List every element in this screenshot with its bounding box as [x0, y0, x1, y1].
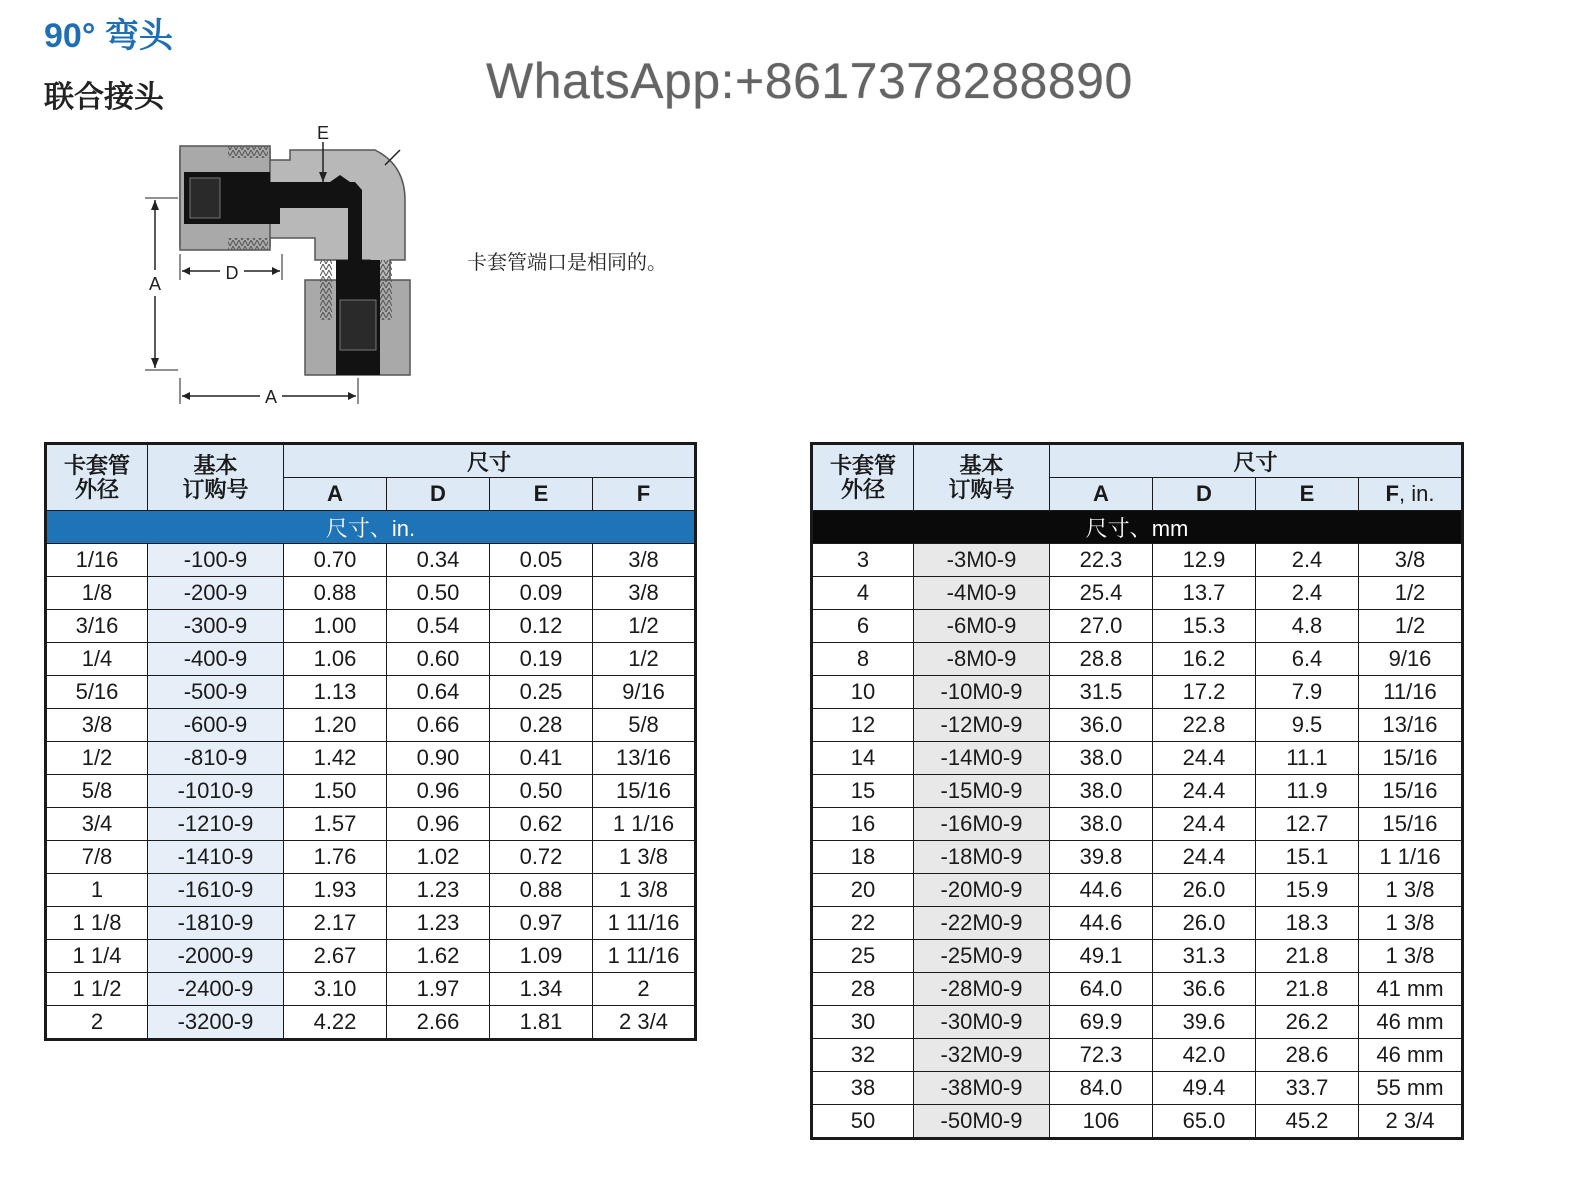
cell-dim-d: 65.0: [1153, 1105, 1256, 1139]
cell-dim-d: 0.96: [387, 808, 490, 841]
col-header-f: F: [593, 478, 696, 511]
cell-tube-od: 1/8: [46, 577, 148, 610]
cell-order-number: -400-9: [148, 643, 284, 676]
cell-dim-f: 46 mm: [1359, 1006, 1463, 1039]
cell-dim-a: 1.76: [284, 841, 387, 874]
cell-dim-e: 2.4: [1256, 577, 1359, 610]
dim-d-arrow-right: [272, 267, 280, 275]
cell-dim-d: 24.4: [1153, 775, 1256, 808]
cell-tube-od: 18: [812, 841, 914, 874]
watermark-text: WhatsApp:+8617378288890: [486, 53, 1133, 109]
cell-dim-d: 26.0: [1153, 874, 1256, 907]
cell-dim-d: 15.3: [1153, 610, 1256, 643]
cell-order-number: -18M0-9: [914, 841, 1050, 874]
table-row: [812, 1072, 1463, 1105]
table-row: [812, 676, 1463, 709]
cell-dim-a: 2.67: [284, 940, 387, 973]
cell-dim-a: 1.20: [284, 709, 387, 742]
col-header-f-letter: F: [1385, 481, 1399, 506]
col-header-f-in: [1359, 478, 1463, 511]
col-header-d: D: [1153, 478, 1256, 511]
table-row: [812, 610, 1463, 643]
cell-dim-e: 26.2: [1256, 1006, 1359, 1039]
cell-tube-od: 22: [812, 907, 914, 940]
cell-dim-f: 9/16: [593, 676, 696, 709]
table-row: [812, 808, 1463, 841]
dim-ah-arrow-left: [182, 392, 190, 400]
cell-dim-e: 11.9: [1256, 775, 1359, 808]
cell-dim-e: 0.19: [490, 643, 593, 676]
cell-dim-f: 41 mm: [1359, 973, 1463, 1006]
cell-tube-od: 1/4: [46, 643, 148, 676]
cell-dim-e: 0.72: [490, 841, 593, 874]
cell-order-number: -16M0-9: [914, 808, 1050, 841]
table-row: [812, 907, 1463, 940]
col-header-tube-od: [46, 444, 148, 511]
cell-dim-f: 2: [593, 973, 696, 1006]
cell-tube-od: 16: [812, 808, 914, 841]
cell-dim-d: 0.90: [387, 742, 490, 775]
cell-dim-e: 0.97: [490, 907, 593, 940]
col-group-dimensions: 尺寸: [284, 444, 696, 478]
cell-dim-d: 39.6: [1153, 1006, 1256, 1039]
cell-dim-f: 1/2: [1359, 610, 1463, 643]
cell-dim-f: 1 3/8: [593, 874, 696, 907]
table-row: [46, 709, 696, 742]
cell-dim-e: 28.6: [1256, 1039, 1359, 1072]
cell-dim-e: 9.5: [1256, 709, 1359, 742]
dim-e-label: E: [316, 123, 330, 143]
cell-order-number: -50M0-9: [914, 1105, 1050, 1139]
cell-order-number: -2000-9: [148, 940, 284, 973]
cell-tube-od: 32: [812, 1039, 914, 1072]
cell-tube-od: 4: [812, 577, 914, 610]
cell-order-number: -28M0-9: [914, 973, 1050, 1006]
cell-dim-e: 33.7: [1256, 1072, 1359, 1105]
table-row: [46, 808, 696, 841]
cell-dim-a: 38.0: [1050, 808, 1153, 841]
cell-dim-d: 17.2: [1153, 676, 1256, 709]
cell-order-number: -30M0-9: [914, 1006, 1050, 1039]
cell-dim-a: 0.88: [284, 577, 387, 610]
cell-dim-f: 1 1/16: [593, 808, 696, 841]
table-row: [812, 775, 1463, 808]
table-row: [812, 1039, 1463, 1072]
col-header-f-unit: , in.: [1399, 481, 1435, 506]
left-thread-bottom: [228, 238, 268, 250]
cell-dim-d: 26.0: [1153, 907, 1256, 940]
cell-dim-a: 38.0: [1050, 775, 1153, 808]
col-header-order-number-line2: 订购号: [948, 476, 1015, 502]
cell-dim-e: 6.4: [1256, 643, 1359, 676]
cell-dim-a: 1.50: [284, 775, 387, 808]
dim-a-horizontal-label: A: [264, 387, 278, 407]
cell-dim-f: 1/2: [1359, 577, 1463, 610]
cell-order-number: -12M0-9: [914, 709, 1050, 742]
cell-tube-od: 3/8: [46, 709, 148, 742]
cell-dim-a: 4.22: [284, 1006, 387, 1040]
cell-dim-d: 12.9: [1153, 544, 1256, 577]
cell-dim-f: 1 3/8: [1359, 940, 1463, 973]
unit-band-inch-unit: in.: [391, 515, 416, 541]
cell-dim-f: 13/16: [593, 742, 696, 775]
col-group-dimensions: 尺寸: [1050, 444, 1463, 478]
cell-dim-d: 42.0: [1153, 1039, 1256, 1072]
dim-ah-arrow-right: [348, 392, 356, 400]
cell-dim-d: 1.23: [387, 907, 490, 940]
tube-port-note: 卡套管端口是相同的。: [467, 252, 667, 274]
cell-dim-d: 49.4: [1153, 1072, 1256, 1105]
cell-order-number: -8M0-9: [914, 643, 1050, 676]
cell-dim-e: 12.7: [1256, 808, 1359, 841]
cell-dim-f: 1 3/8: [1359, 907, 1463, 940]
cell-order-number: -200-9: [148, 577, 284, 610]
cell-dim-a: 0.70: [284, 544, 387, 577]
cell-dim-d: 0.34: [387, 544, 490, 577]
bottom-thread-left: [320, 260, 332, 320]
cell-tube-od: 1 1/4: [46, 940, 148, 973]
cell-dim-d: 13.7: [1153, 577, 1256, 610]
table-row: [46, 1006, 696, 1040]
cell-tube-od: 1/2: [46, 742, 148, 775]
cell-dim-e: 1.09: [490, 940, 593, 973]
table-row: [46, 841, 696, 874]
col-header-e: E: [1256, 478, 1359, 511]
table-row: [46, 643, 696, 676]
cell-dim-d: 1.02: [387, 841, 490, 874]
table-row: [812, 874, 1463, 907]
cell-dim-a: 44.6: [1050, 874, 1153, 907]
table-row: [812, 973, 1463, 1006]
dim-d-arrow-left: [182, 267, 190, 275]
cell-dim-a: 27.0: [1050, 610, 1153, 643]
table-row: [46, 577, 696, 610]
cell-dim-f: 1 3/8: [1359, 874, 1463, 907]
cell-tube-od: 12: [812, 709, 914, 742]
table-row: [812, 1006, 1463, 1039]
cell-tube-od: 10: [812, 676, 914, 709]
cell-order-number: -20M0-9: [914, 874, 1050, 907]
cell-tube-od: 50: [812, 1105, 914, 1139]
col-header-order-number: [914, 444, 1050, 511]
cell-dim-e: 15.1: [1256, 841, 1359, 874]
cell-dim-e: 15.9: [1256, 874, 1359, 907]
cell-tube-od: 15: [812, 775, 914, 808]
cell-dim-f: 15/16: [1359, 808, 1463, 841]
cell-dim-e: 0.09: [490, 577, 593, 610]
cell-dim-f: 9/16: [1359, 643, 1463, 676]
col-header-d: D: [387, 478, 490, 511]
cell-order-number: -810-9: [148, 742, 284, 775]
cell-dim-e: 2.4: [1256, 544, 1359, 577]
dimensions-table-metric: [810, 442, 1464, 1140]
table-row: [46, 544, 696, 577]
cell-order-number: -3200-9: [148, 1006, 284, 1040]
cell-dim-f: 55 mm: [1359, 1072, 1463, 1105]
cell-tube-od: 20: [812, 874, 914, 907]
cell-dim-a: 1.93: [284, 874, 387, 907]
cell-order-number: -1010-9: [148, 775, 284, 808]
col-header-order-number: [148, 444, 284, 511]
cell-order-number: -25M0-9: [914, 940, 1050, 973]
cell-dim-e: 45.2: [1256, 1105, 1359, 1139]
cell-dim-e: 4.8: [1256, 610, 1359, 643]
cell-order-number: -1210-9: [148, 808, 284, 841]
cell-dim-e: 0.28: [490, 709, 593, 742]
cell-dim-f: 11/16: [1359, 676, 1463, 709]
col-header-tube-od-line1: 卡套管: [63, 452, 130, 478]
cell-dim-d: 1.23: [387, 874, 490, 907]
cell-dim-a: 22.3: [1050, 544, 1153, 577]
cell-order-number: -1810-9: [148, 907, 284, 940]
cell-tube-od: 1 1/2: [46, 973, 148, 1006]
cell-dim-a: 3.10: [284, 973, 387, 1006]
table-row: [812, 940, 1463, 973]
cell-dim-e: 7.9: [1256, 676, 1359, 709]
cell-dim-a: 39.8: [1050, 841, 1153, 874]
cell-dim-d: 31.3: [1153, 940, 1256, 973]
cell-tube-od: 28: [812, 973, 914, 1006]
cell-tube-od: 1 1/8: [46, 907, 148, 940]
cell-tube-od: 7/8: [46, 841, 148, 874]
cell-tube-od: 1: [46, 874, 148, 907]
table-row: [812, 544, 1463, 577]
cell-dim-f: 2 3/4: [593, 1006, 696, 1040]
cell-dim-d: 0.54: [387, 610, 490, 643]
table-row: [46, 907, 696, 940]
cell-dim-f: 46 mm: [1359, 1039, 1463, 1072]
cell-dim-f: 2 3/4: [1359, 1105, 1463, 1139]
left-thread-top: [228, 146, 268, 158]
cell-dim-e: 0.41: [490, 742, 593, 775]
dim-d-label: D: [225, 263, 239, 283]
cell-dim-d: 1.97: [387, 973, 490, 1006]
cell-dim-a: 69.9: [1050, 1006, 1153, 1039]
col-header-e: E: [490, 478, 593, 511]
cell-dim-a: 44.6: [1050, 907, 1153, 940]
table-row: [46, 940, 696, 973]
unit-band-mm-title: 尺寸、: [1085, 515, 1152, 541]
cell-dim-f: 5/8: [593, 709, 696, 742]
table-row: [812, 1105, 1463, 1139]
cell-dim-d: 2.66: [387, 1006, 490, 1040]
cell-dim-f: 3/8: [593, 577, 696, 610]
cell-dim-a: 84.0: [1050, 1072, 1153, 1105]
cell-dim-e: 21.8: [1256, 940, 1359, 973]
cell-dim-d: 22.8: [1153, 709, 1256, 742]
cell-dim-a: 36.0: [1050, 709, 1153, 742]
table-row: [812, 841, 1463, 874]
cell-dim-e: 1.34: [490, 973, 593, 1006]
cell-tube-od: 30: [812, 1006, 914, 1039]
unit-band-inch-title: 尺寸、: [325, 515, 392, 541]
table-row: [46, 676, 696, 709]
cell-dim-f: 15/16: [1359, 742, 1463, 775]
col-header-tube-od-line2: 外径: [74, 476, 119, 502]
cell-dim-f: 3/8: [593, 544, 696, 577]
cell-order-number: -3M0-9: [914, 544, 1050, 577]
cell-dim-f: 1 1/16: [1359, 841, 1463, 874]
cell-dim-d: 1.62: [387, 940, 490, 973]
cell-dim-f: 1/2: [593, 643, 696, 676]
cell-dim-d: 24.4: [1153, 841, 1256, 874]
cell-dim-f: 3/8: [1359, 544, 1463, 577]
cell-order-number: -10M0-9: [914, 676, 1050, 709]
cell-dim-f: 13/16: [1359, 709, 1463, 742]
cell-tube-od: 3: [812, 544, 914, 577]
table-row: [46, 874, 696, 907]
cell-tube-od: 25: [812, 940, 914, 973]
cell-order-number: -2400-9: [148, 973, 284, 1006]
unit-band-mm-cell: [812, 511, 1463, 544]
cell-tube-od: 6: [812, 610, 914, 643]
table-row: [812, 742, 1463, 775]
cell-dim-e: 18.3: [1256, 907, 1359, 940]
table-row: [46, 610, 696, 643]
cell-dim-a: 106: [1050, 1105, 1153, 1139]
cell-tube-od: 14: [812, 742, 914, 775]
cell-dim-a: 1.06: [284, 643, 387, 676]
cell-tube-od: 2: [46, 1006, 148, 1040]
cell-tube-od: 5/8: [46, 775, 148, 808]
page-title: 90° 弯头: [44, 17, 173, 55]
left-ferrule-shape: [190, 178, 220, 218]
cell-order-number: -15M0-9: [914, 775, 1050, 808]
cell-dim-f: 15/16: [593, 775, 696, 808]
cell-dim-a: 1.42: [284, 742, 387, 775]
dim-a-vertical-label: A: [148, 274, 162, 294]
cell-dim-e: 21.8: [1256, 973, 1359, 1006]
cell-dim-d: 0.60: [387, 643, 490, 676]
cell-order-number: -38M0-9: [914, 1072, 1050, 1105]
cell-dim-e: 11.1: [1256, 742, 1359, 775]
cell-tube-od: 3/16: [46, 610, 148, 643]
cell-order-number: -6M0-9: [914, 610, 1050, 643]
cell-dim-a: 1.00: [284, 610, 387, 643]
cell-dim-d: 16.2: [1153, 643, 1256, 676]
cell-dim-e: 0.88: [490, 874, 593, 907]
cell-tube-od: 3/4: [46, 808, 148, 841]
cell-dim-a: 2.17: [284, 907, 387, 940]
table-row: [812, 709, 1463, 742]
cell-tube-od: 5/16: [46, 676, 148, 709]
cell-tube-od: 1/16: [46, 544, 148, 577]
table-row: [812, 643, 1463, 676]
page-subtitle: 联合接头: [44, 81, 164, 114]
cell-order-number: -1610-9: [148, 874, 284, 907]
col-header-tube-od-line2: 外径: [840, 476, 885, 502]
cell-dim-a: 49.1: [1050, 940, 1153, 973]
cell-dim-e: 0.05: [490, 544, 593, 577]
bottom-ferrule-shape: [340, 300, 376, 350]
dim-av-arrow-bottom: [151, 358, 159, 368]
cell-order-number: -14M0-9: [914, 742, 1050, 775]
dimensions-table-inch: [44, 442, 697, 1041]
col-header-a: A: [1050, 478, 1153, 511]
col-header-order-number-line1: 基本: [959, 452, 1004, 478]
cell-dim-e: 0.62: [490, 808, 593, 841]
cell-dim-a: 1.57: [284, 808, 387, 841]
cell-order-number: -22M0-9: [914, 907, 1050, 940]
cell-dim-f: 1 11/16: [593, 907, 696, 940]
unit-band-inch: [46, 511, 696, 544]
unit-band-mm-unit: mm: [1151, 515, 1189, 541]
cell-order-number: -300-9: [148, 610, 284, 643]
cell-dim-d: 0.50: [387, 577, 490, 610]
col-header-order-number-line2: 订购号: [182, 476, 249, 502]
cell-order-number: -1410-9: [148, 841, 284, 874]
cell-dim-d: 0.96: [387, 775, 490, 808]
table-row: [812, 577, 1463, 610]
cell-dim-f: 1 3/8: [593, 841, 696, 874]
table-row: [46, 742, 696, 775]
bottom-thread-right: [380, 260, 392, 320]
cell-dim-e: 0.50: [490, 775, 593, 808]
unit-band-mm: [812, 511, 1463, 544]
cell-dim-e: 0.12: [490, 610, 593, 643]
cell-order-number: -100-9: [148, 544, 284, 577]
cell-dim-e: 1.81: [490, 1006, 593, 1040]
cell-dim-f: 1 11/16: [593, 940, 696, 973]
col-header-tube-od-line1: 卡套管: [829, 452, 896, 478]
cell-dim-a: 64.0: [1050, 973, 1153, 1006]
col-header-order-number-line1: 基本: [193, 452, 238, 478]
col-header-a: A: [284, 478, 387, 511]
table-row: [46, 775, 696, 808]
cell-dim-d: 24.4: [1153, 742, 1256, 775]
unit-band-inch-cell: [46, 511, 696, 544]
cell-dim-a: 31.5: [1050, 676, 1153, 709]
cell-dim-d: 24.4: [1153, 808, 1256, 841]
cell-dim-a: 25.4: [1050, 577, 1153, 610]
cell-dim-d: 36.6: [1153, 973, 1256, 1006]
table-row: [46, 973, 696, 1006]
dim-av-arrow-top: [151, 200, 159, 210]
cell-tube-od: 38: [812, 1072, 914, 1105]
cell-tube-od: 8: [812, 643, 914, 676]
cell-dim-f: 15/16: [1359, 775, 1463, 808]
cell-dim-a: 28.8: [1050, 643, 1153, 676]
cell-dim-a: 1.13: [284, 676, 387, 709]
cell-order-number: -32M0-9: [914, 1039, 1050, 1072]
cell-dim-d: 0.64: [387, 676, 490, 709]
cell-order-number: -4M0-9: [914, 577, 1050, 610]
cell-dim-f: 1/2: [593, 610, 696, 643]
col-header-tube-od: [812, 444, 914, 511]
cell-dim-d: 0.66: [387, 709, 490, 742]
cell-dim-a: 38.0: [1050, 742, 1153, 775]
cell-dim-e: 0.25: [490, 676, 593, 709]
elbow-fitting-diagram: [140, 120, 440, 410]
cell-dim-a: 72.3: [1050, 1039, 1153, 1072]
cell-order-number: -500-9: [148, 676, 284, 709]
cell-order-number: -600-9: [148, 709, 284, 742]
